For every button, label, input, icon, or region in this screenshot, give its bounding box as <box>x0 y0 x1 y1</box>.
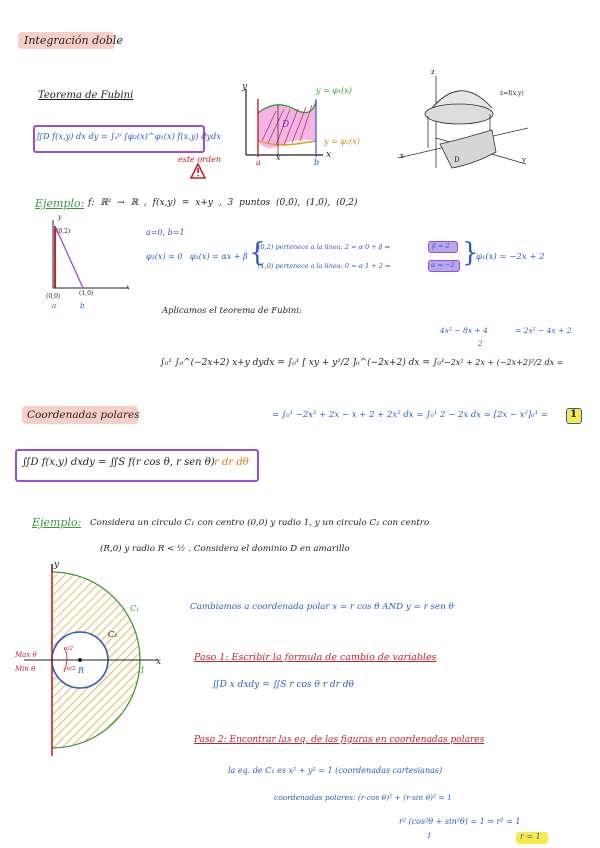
graph3d-z: z <box>431 68 435 76</box>
graph3d-surface: z=f(x,y) <box>500 90 524 97</box>
ejemplo1-aplicamos: Aplicamos el teorema de Fubini: <box>162 306 302 316</box>
ejemplo2-paso1: Paso 1: Escribir la formula de cambio de variables <box>194 652 437 663</box>
ejemplo1-cond1: (0,2) pertenece a la linea: 2 = α·0 + β ⇒ <box>258 243 391 251</box>
ejemplo1-frac-den: 2 <box>478 340 483 348</box>
circle-x: x <box>156 657 162 667</box>
fubini-order-note: este orden <box>178 155 221 164</box>
ejemplo1-cond2: (1,0) pertenece a la linea: 0 = α·1 + 2 ⇒ <box>258 262 391 270</box>
tri-label-y: y <box>58 214 62 221</box>
ejemplo1-phi2: φ₂(x) = 0 <box>146 252 183 261</box>
ejemplo2-paso1-formula: ∬D x dxdy = ∬S r cos θ r dr dθ <box>212 680 354 690</box>
warning-icon <box>190 163 206 179</box>
ejemplo1-result: 1 <box>570 409 577 420</box>
ejemplo1-line: f: ℝ² → ℝ , f(x,y) = x+y , 3 puntos (0,0), (1,0), (0,2) <box>88 198 358 208</box>
brace-right: } <box>462 238 479 268</box>
header-integracion: Integración doble <box>24 34 123 47</box>
circle-c1: C₁ <box>130 604 140 613</box>
graph1-xmark: x <box>276 153 281 162</box>
graph3d-figure <box>388 68 538 178</box>
tri-label-a: a <box>52 302 57 310</box>
ejemplo2-eq-c1: la eq. de C₁ es x² + y² = 1 (coordenadas cartesianas) <box>228 766 443 775</box>
ejemplo2-final-left: r² (cos²θ + sin²θ) = 1 ⇒ r² = 1 <box>399 817 521 826</box>
ejemplo1-ab: a=0, b=1 <box>146 228 185 237</box>
graph3d-y: y <box>522 156 526 164</box>
ejemplo1-cond1-box: β = 2 <box>432 242 450 250</box>
circle-pi-down: −π/2 <box>62 666 76 672</box>
graph3d-x: x <box>400 152 404 160</box>
graph1-a: a <box>256 158 261 167</box>
ejemplo2-text1: Considera un circulo C₁ con centro (0,0) y radio 1, y un circulo C₂ con centro <box>90 518 430 528</box>
ejemplo1-integral-right: −2x² + 2x + (−2x+2)²/2 dx = <box>444 358 564 367</box>
polar-formula-left: ∬D f(x,y) dxdy = ∬S f(r cos θ, r sen θ) <box>22 457 215 468</box>
tri-label-00: (0,0) <box>46 293 61 300</box>
ejemplo1-frac-top-right: = 2x² − 4x + 2 <box>515 326 572 335</box>
circle-c2: C₂ <box>108 630 118 639</box>
ejemplo1-integral-left: ∫₀¹ ∫₀^(−2x+2) x+y dydx = ∫₀¹ [ xy + y²/2 ]₀^(−2x+2) dx = ∫₀¹ <box>160 358 445 368</box>
ejemplo2-coord-polares: coordenadas polares: (r·cos θ)² + (r·sin θ)² = 1 <box>274 793 452 802</box>
graph1-upper: y = φ₁(x) <box>316 86 352 95</box>
ejemplo2-paso2: Paso 2: Encontrar las eq. de las figuras en coordenadas polares <box>194 735 485 745</box>
ejemplo1-label: Ejemplo: <box>35 197 85 210</box>
tri-label-x: x <box>126 284 130 291</box>
tri-label-02: (0,2) <box>56 228 71 235</box>
graph3d-region: D <box>454 156 460 164</box>
ejemplo2-label: Ejemplo: <box>32 516 82 529</box>
graph1-y: y <box>242 82 248 92</box>
tri-label-b: b <box>80 302 85 310</box>
header-polares: Coordenadas polares <box>27 409 140 421</box>
brace-left: { <box>249 238 266 268</box>
fubini-formula: ∬D f(x,y) dx dy = ∫ₐᵇ ∫φ₂(x)^φ₁(x) f(x,y) dydx <box>36 131 221 141</box>
graph1-x: x <box>326 150 332 160</box>
circle-min: Min θ <box>15 665 36 673</box>
polar-formula-right: r dr dθ <box>214 457 249 468</box>
ejemplo1-line2: = ∫₀¹ −2x² + 2x − x + 2 + 2x² dx = ∫₀¹ 2 − 2x dx = [2x − x²]₀¹ = <box>272 410 548 420</box>
graph1-b: b <box>314 158 320 167</box>
circle-y: y <box>54 560 60 570</box>
ejemplo2-cambiamos: Cambiamos a coordenada polar x = r cos θ AND y = r sen θ <box>190 602 454 612</box>
circle-one: 1 <box>140 666 146 675</box>
ejemplo1-cond2-box: α = −2 <box>431 261 455 269</box>
graph1-region: D <box>282 120 290 130</box>
ejemplo2-final-one: 1 <box>427 832 432 840</box>
circle-pi-up: π/2 <box>64 646 73 652</box>
ejemplo2-final-box: r = 1 <box>520 832 541 841</box>
fubini-title: Teorema de Fubini <box>38 90 134 101</box>
tri-label-10: (1,0) <box>79 290 94 297</box>
circle-R: R <box>78 666 85 675</box>
ejemplo1-frac-top: 4x² − 8x + 4 <box>440 326 488 335</box>
ejemplo2-text2: (R,0) y radio R < ½ . Considera el dominio D en amarillo <box>100 544 350 554</box>
graph1-lower: y = φ₂(x) <box>324 137 360 146</box>
ejemplo1-phi1-result: φ₁(x) = −2x + 2 <box>476 252 545 262</box>
circle-max: Max θ <box>15 651 37 659</box>
ejemplo1-phi1-start: φ₁(x) = αx + β <box>190 252 248 261</box>
